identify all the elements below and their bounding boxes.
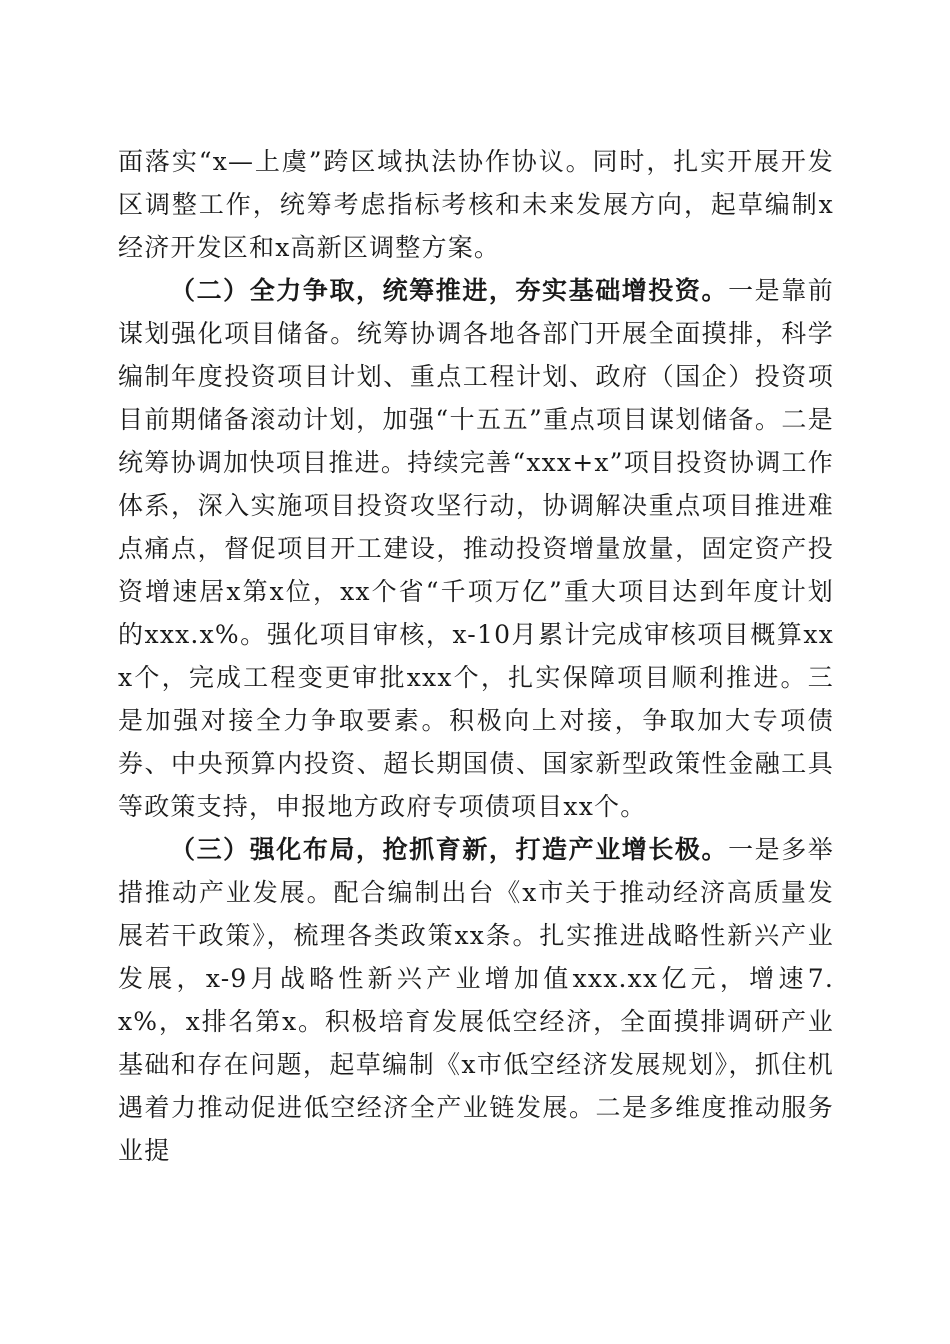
paragraph-continued bbox=[118, 140, 834, 269]
section-heading: （三）强化布局，抢抓育新，打造产业增长极。 bbox=[170, 835, 729, 864]
paragraph-text: 一是多举措推动产业发展。配合编制出台《x市关于推动经济高质量发展若干政策》，梳理各类政策xx条。扎实推进战略性新兴产业发展，x-9月战略性新兴产业增加值xxx.xx亿元，增速7.x%，x排名第x。积极培育发展低空经济，全面摸排调研产业基础和存在问题，起草编制《x市低空经济发展规划》，抓住机遇着力推动促进低空经济全产业链发展。二是多维度推动服务业提 bbox=[118, 835, 835, 1165]
paragraph-text: 面落实“x—上虞”跨区域执法协作协议。同时，扎实开展开发区调整工作，统筹考虑指标考核和未来发展方向，起草编制x经济开发区和x高新区调整方案。 bbox=[118, 147, 834, 262]
document-body bbox=[118, 140, 834, 1172]
paragraph-text: 一是靠前谋划强化项目储备。统筹协调各地各部门开展全面摸排，科学编制年度投资项目计划、重点工程计划、政府（国企）投资项目前期储备滚动计划，加强“十五五”重点项目谋划储备。二是统筹协调加快项目推进。持续完善“xxx+x”项目投资协调工作体系，深入实施项目投资攻坚行动，协调解决重点项目推进难点痛点，督促项目开工建设，推动投资增量放量，固定资产投资增速居x第x位，xx个省“千项万亿”重大项目达到年度计划的xxx.x%。强化项目审核，x-10月累计完成审核项目概算xxx个，完成工程变更审批xxx个，扎实保障项目顺利推进。三是加强对接全力争取要素。积极向上对接，争取加大专项债券、中央预算内投资、超长期国债、国家新型政策性金融工具等政策支持，申报地方政府专项债项目xx个。 bbox=[118, 276, 835, 821]
section-heading: （二）全力争取，统筹推进，夯实基础增投资。 bbox=[170, 276, 729, 305]
paragraph-section-2 bbox=[118, 269, 834, 828]
paragraph-section-3 bbox=[118, 828, 834, 1172]
